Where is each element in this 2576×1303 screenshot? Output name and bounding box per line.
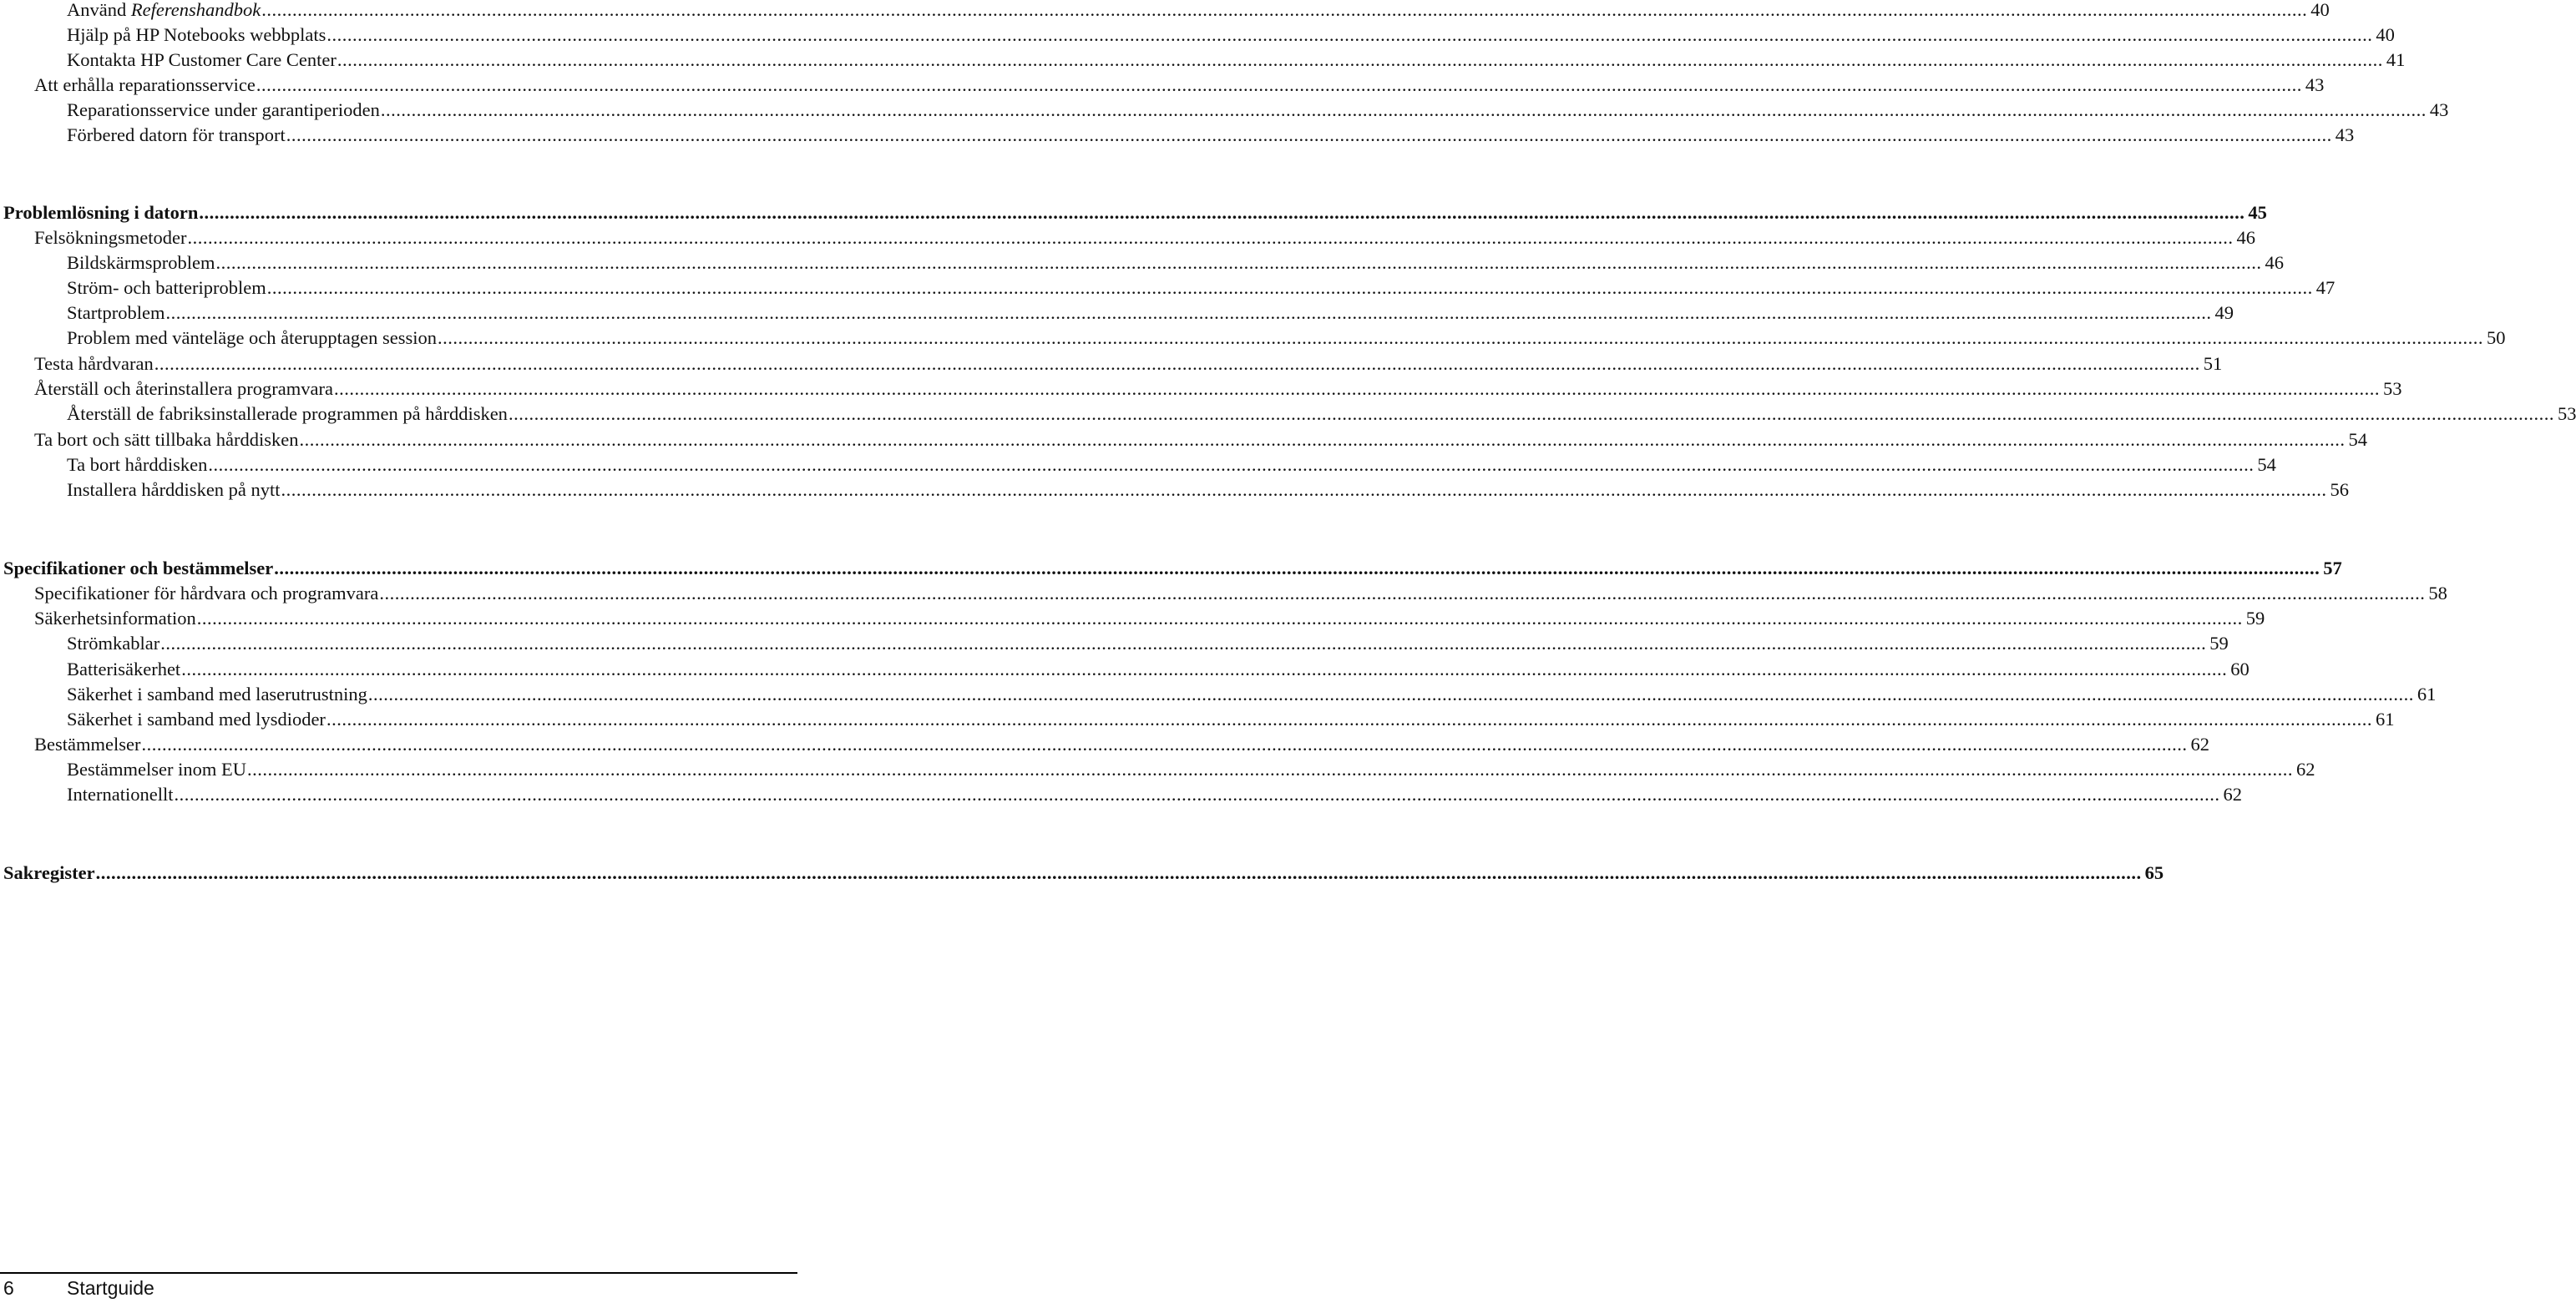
toc-entry-page-number: 40 (2310, 0, 2330, 20)
toc-entry-title: Återställ och återinstallera programvara (34, 378, 333, 399)
dot-leader: ................................................................................................................................................................................................................................................................................................................................................................................................................ (367, 684, 2414, 705)
toc-entry-page-number: 59 (2209, 633, 2229, 654)
dot-leader: ................................................................................................................................................................................................................................................................................................................................................................................................................ (160, 633, 2207, 654)
toc-entry-title: Bestämmelser (34, 734, 141, 755)
toc-entry[interactable] (0, 48, 2406, 73)
toc-entry-page-number: 43 (2305, 74, 2325, 95)
dot-leader: ................................................................................................................................................................................................................................................................................................................................................................................................................ (379, 583, 2426, 604)
toc-entry-title: Strömkablar (67, 633, 160, 654)
footer-rule (0, 1272, 797, 1274)
toc-entry[interactable] (0, 250, 2284, 275)
toc-entry-title: Att erhålla reparationsservice (34, 74, 256, 95)
toc-entry-page-number: 47 (2315, 277, 2336, 298)
toc-entry[interactable] (0, 0, 2330, 23)
dot-leader: ................................................................................................................................................................................................................................................................................................................................................................................................................ (215, 252, 2262, 273)
toc-entry-title: Specifikationer och bestämmelser (3, 558, 274, 578)
dot-leader: ................................................................................................................................................................................................................................................................................................................................................................................................................ (256, 74, 2302, 95)
toc-chapter[interactable] (0, 200, 2267, 225)
toc-entry[interactable] (0, 782, 2242, 807)
toc-entry-page-number: 40 (2376, 24, 2395, 45)
footer-page-number: 6 (3, 1277, 14, 1299)
toc-entry[interactable] (0, 376, 2402, 402)
toc-entry-page-number: 50 (2487, 327, 2506, 348)
toc-chapter[interactable] (0, 861, 2164, 886)
toc-entry-page-number: 45 (2248, 202, 2267, 223)
dot-leader: ................................................................................................................................................................................................................................................................................................................................................................................................................ (508, 403, 2554, 424)
toc-entry-page-number: 46 (2236, 227, 2255, 248)
toc-entry-title: Kontakta HP Customer Care Center (67, 49, 337, 70)
toc-entry-title: Installera hårddisken på nytt (67, 479, 281, 500)
dot-leader: ................................................................................................................................................................................................................................................................................................................................................................................................................ (286, 124, 2332, 145)
toc-entry-page-number: 53 (2382, 378, 2402, 399)
toc-entry-title (67, 0, 261, 23)
toc-entry-title: Bildskärmsproblem (67, 252, 215, 273)
dot-leader: ................................................................................................................................................................................................................................................................................................................................................................................................................ (174, 784, 2220, 805)
toc-entry-page-number: 46 (2265, 252, 2284, 273)
dot-leader: ................................................................................................................................................................................................................................................................................................................................................................................................................ (337, 49, 2383, 70)
toc-entry-page-number: 53 (2557, 403, 2576, 424)
dot-leader: ................................................................................................................................................................................................................................................................................................................................................................................................................ (246, 759, 2293, 780)
toc-entry-title: Förbered datorn för transport (67, 124, 286, 145)
toc-entry-page-number: 54 (2348, 429, 2367, 450)
toc-entry-title: Problemlösning i datorn (3, 202, 199, 223)
toc-entry-title-prefix: Använd (67, 0, 131, 20)
dot-leader: ................................................................................................................................................................................................................................................................................................................................................................................................................ (274, 558, 2320, 578)
toc-entry-page-number: 58 (2428, 583, 2447, 604)
dot-leader: ................................................................................................................................................................................................................................................................................................................................................................................................................ (326, 709, 2372, 730)
toc-entry-title: Ta bort hårddisken (67, 454, 208, 475)
toc-entry[interactable] (0, 657, 2250, 682)
dot-leader: ................................................................................................................................................................................................................................................................................................................................................................................................................ (438, 327, 2483, 348)
toc-entry-title: Reparationsservice under garantiperioden (67, 99, 380, 120)
dot-leader: ................................................................................................................................................................................................................................................................................................................................................................................................................ (333, 378, 2380, 399)
toc-entry[interactable] (0, 275, 2336, 300)
toc-entry[interactable] (0, 225, 2255, 250)
toc-entry[interactable] (0, 707, 2395, 732)
dot-leader: ................................................................................................................................................................................................................................................................................................................................................................................................................ (380, 99, 2427, 120)
toc-entry-title: Säkerhet i samband med lysdioder (67, 709, 326, 730)
toc-entry[interactable] (0, 73, 2325, 98)
toc-entry-page-number: 54 (2257, 454, 2276, 475)
toc-entry-title-emphasis: Referenshandbok (130, 0, 261, 20)
footer-section-title: Startguide (67, 1277, 154, 1299)
toc-entry-title: Ta bort och sätt tillbaka hårddisken (34, 429, 299, 450)
toc-entry-title: Säkerhet i samband med laserutrustning (67, 684, 367, 705)
toc-entry-title: Säkerhetsinformation (34, 608, 196, 629)
toc-entry-page-number: 61 (2375, 709, 2395, 730)
toc-entry-title: Felsökningsmetoder (34, 227, 187, 248)
toc-entry[interactable] (0, 402, 2576, 427)
toc-entry[interactable] (0, 427, 2367, 452)
toc-entry[interactable] (0, 477, 2350, 503)
toc-entry[interactable] (0, 123, 2355, 148)
toc-chapter[interactable] (0, 556, 2342, 581)
toc-entry-page-number: 57 (2323, 558, 2342, 578)
toc-entry[interactable] (0, 300, 2234, 326)
dot-leader: ................................................................................................................................................................................................................................................................................................................................................................................................................ (165, 302, 2212, 323)
toc-entry-page-number: 62 (2295, 759, 2315, 780)
toc-entry-title: Problem med vänteläge och återupptagen session (67, 327, 437, 348)
toc-entry-page-number: 61 (2417, 684, 2437, 705)
toc-entry-title: Bestämmelser inom EU (67, 759, 246, 780)
toc-entry-page-number: 65 (2144, 862, 2164, 883)
dot-leader: ................................................................................................................................................................................................................................................................................................................................................................................................................ (281, 479, 2327, 500)
toc-entry-page-number: 43 (2429, 99, 2449, 120)
dot-leader: ................................................................................................................................................................................................................................................................................................................................................................................................................ (261, 0, 2308, 20)
toc-entry[interactable] (0, 732, 2209, 757)
toc-entry[interactable] (0, 452, 2276, 477)
toc-entry-title: Sakregister (3, 862, 95, 883)
dot-leader: ................................................................................................................................................................................................................................................................................................................................................................................................................ (208, 454, 2255, 475)
dot-leader: ................................................................................................................................................................................................................................................................................................................................................................................................................ (181, 659, 2228, 679)
toc-entry-title: Hjälp på HP Notebooks webbplats (67, 24, 326, 45)
toc-entry[interactable] (0, 631, 2229, 656)
dot-leader: ................................................................................................................................................................................................................................................................................................................................................................................................................ (196, 608, 2243, 629)
toc-entry-title: Specifikationer för hårdvara och programvara (34, 583, 379, 604)
toc-entry-page-number: 43 (2335, 124, 2355, 145)
dot-leader: ................................................................................................................................................................................................................................................................................................................................................................................................................ (299, 429, 2346, 450)
toc-entry[interactable] (0, 581, 2447, 606)
toc-entry-page-number: 41 (2386, 49, 2406, 70)
toc-entry-page-number: 56 (2330, 479, 2350, 500)
toc-entry[interactable] (0, 326, 2506, 351)
toc-entry[interactable] (0, 757, 2315, 782)
dot-leader: ................................................................................................................................................................................................................................................................................................................................................................................................................ (154, 353, 2200, 374)
toc-entry[interactable] (0, 682, 2437, 707)
toc-entry-title: Återställ de fabriksinstallerade programmen på hårddisken (67, 403, 508, 424)
toc-entry-title: Testa hårdvaran (34, 353, 154, 374)
dot-leader: ................................................................................................................................................................................................................................................................................................................................................................................................................ (187, 227, 2234, 248)
toc-entry[interactable] (0, 23, 2395, 48)
dot-leader: ................................................................................................................................................................................................................................................................................................................................................................................................................ (266, 277, 2313, 298)
dot-leader: ................................................................................................................................................................................................................................................................................................................................................................................................................ (95, 862, 2142, 883)
toc-entry-page-number: 59 (2245, 608, 2265, 629)
page-footer (3, 1275, 154, 1300)
toc-entry[interactable] (0, 606, 2265, 631)
toc-entry-page-number: 60 (2230, 659, 2250, 679)
toc-entry[interactable] (0, 351, 2223, 376)
toc-entry-title: Startproblem (67, 302, 165, 323)
toc-entry-page-number: 62 (2223, 784, 2242, 805)
toc-entry-title: Ström- och batteriproblem (67, 277, 266, 298)
dot-leader: ................................................................................................................................................................................................................................................................................................................................................................................................................ (326, 24, 2373, 45)
dot-leader: ................................................................................................................................................................................................................................................................................................................................................................................................................ (141, 734, 2188, 755)
dot-leader: ................................................................................................................................................................................................................................................................................................................................................................................................................ (199, 202, 2245, 223)
toc-entry-page-number: 51 (2203, 353, 2223, 374)
toc-entry-title: Batterisäkerhet (67, 659, 181, 679)
toc-entry-page-number: 62 (2190, 734, 2209, 755)
toc-entry-title: Internationellt (67, 784, 174, 805)
toc-entry[interactable] (0, 98, 2449, 123)
toc-entry-page-number: 49 (2214, 302, 2234, 323)
